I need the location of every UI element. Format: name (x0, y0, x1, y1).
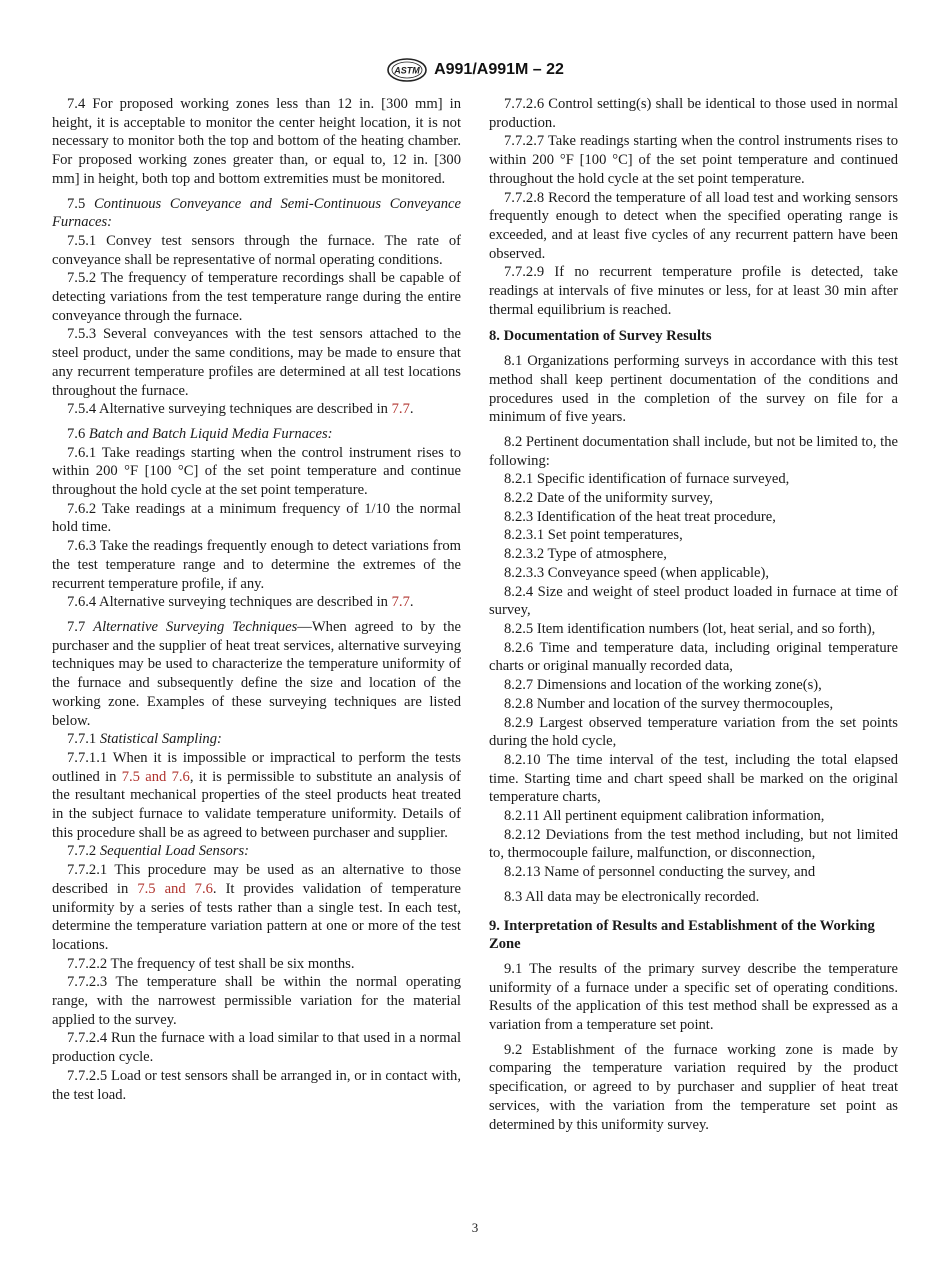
para-8-2-9: 8.2.9 Largest observed temperature variation from the set points during the hold cycle, (489, 714, 898, 750)
para-8-2-3-2: 8.2.3.2 Type of atmosphere, (504, 546, 667, 563)
left-column (52, 95, 461, 1104)
para-8-2-8: 8.2.8 Number and location of the survey thermocouples, (504, 695, 834, 712)
para-8-2-5: 8.2.5 Item identification numbers (lot, heat serial, and so forth), (504, 620, 876, 637)
para-7-6-2: 7.6.2 Take readings at a minimum frequency of 1/10 the normal hold time. (52, 500, 461, 536)
para-8-2-12: 8.2.12 Deviations from the test method including, but not limited to, thermocouple failure, malfunction, or disconnection, (489, 826, 898, 862)
svg-text:ASTM: ASTM (394, 65, 420, 76)
para-8-2-2: 8.2.2 Date of the uniformity survey, (504, 490, 713, 507)
para-8-2-6: 8.2.6 Time and temperature data, including original temperature charts or original manually recorded data, (489, 639, 898, 675)
para-7-5-4: 7.5.4 Alternative surveying techniques are described in 7.7. (67, 401, 414, 418)
para-7-7-2-5: 7.7.2.5 Load or test sensors shall be arranged in, or in contact with, the test load. (52, 1067, 461, 1103)
link-sections-7-5-7-6[interactable]: 7.5 and 7.6 (137, 880, 213, 897)
para-8-2-1: 8.2.1 Specific identification of furnace surveyed, (504, 471, 790, 488)
para-7-5-1: 7.5.1 Convey test sensors through the furnace. The rate of conveyance shall be representative of normal operating conditions. (52, 232, 461, 268)
para-7-4: 7.4 For proposed working zones less than 12 in. [300 mm] in height, it is acceptable to monitor the center height location, it is not necessary to monitor both the top and bottom of the heating chamber. For proposed working zones greater than, or equal to, 12 in. [300 mm] in height, both top and bottom extremities must be monitored. (52, 96, 461, 187)
para-9-1: 9.1 The results of the primary survey describe the temperature uniformity of a furnace under a specific set of operating conditions. Results of the application of this test method shall be expressed as a variation from a temperature set point. (489, 960, 898, 1034)
para-7-5-3: 7.5.3 Several conveyances with the test sensors attached to the steel product, under the same conditions, may be made to ensure that any recurrent temperature profiles are determined at all test locations throughout the furnace. (52, 326, 461, 399)
para-8-2-10: 8.2.10 The time interval of the test, including the total elapsed time. Starting time and chart speed shall be marked on the original temperature charts, (489, 751, 898, 806)
para-8-2-3: 8.2.3 Identification of the heat treat procedure, (504, 508, 776, 525)
para-7-7-1: 7.7.1 Statistical Sampling: (67, 731, 222, 748)
para-7-7-2: 7.7.2 Sequential Load Sensors: (67, 843, 250, 860)
link-sections-7-5-7-6[interactable]: 7.5 and 7.6 (121, 768, 190, 785)
para-7-7-2-6: 7.7.2.6 Control setting(s) shall be identical to those used in normal production. (489, 96, 898, 131)
right-column (489, 95, 898, 1134)
para-7-7-2-7: 7.7.2.7 Take readings starting when the control instruments rises to within 200 °F [100 °C] of the set point temperature and continued throughout the hold cycle at the set point temperature. (489, 133, 898, 187)
para-9-2: 9.2 Establishment of the furnace working zone is made by comparing the temperature variation required by the product specification, or agreed to by purchaser and supplier of heat treat services, with the variation from the temperature set point as determined by this uniformity survey. (489, 1041, 898, 1133)
para-7-5: 7.5 Continuous Conveyance and Semi-Continuous Conveyance Furnaces: (52, 195, 461, 231)
para-7-6-3: 7.6.3 Take the readings frequently enough to detect variations from the test temperature range and to determine the extremes of the recurrent temperature profile, if any. (52, 538, 461, 592)
para-8-2-13: 8.2.13 Name of personnel conducting the survey, and (504, 864, 816, 881)
para-8-3: 8.3 All data may be electronically recorded. (504, 888, 760, 905)
para-7-7-1-1: 7.7.1.1 When it is impossible or impractical to perform the tests outlined in 7.5 and 7.6, it is permissible to substitute an analysis of the resultant mechanical properties of the steel products heat treated in the subject furnace to validate temperature uniformity. Details of this procedure shall be as agreed to between purchaser and supplier. (52, 749, 461, 841)
link-section-7-7[interactable]: 7.7 (391, 594, 410, 611)
section-8-heading: 8. Documentation of Survey Results (489, 328, 712, 345)
para-7-7-2-3: 7.7.2.3 The temperature shall be within the normal operating range, with the narrowest permissible variation for the material applied to the survey. (52, 974, 461, 1028)
document-designation: A991/A991M – 22 (434, 61, 564, 78)
para-7-7-2-1: 7.7.2.1 This procedure may be used as an alternative to those described in 7.5 and 7.6. It provides validation of temperature uniformity by a series of tests rather than a single test. In each test, determine the temperature variation pattern at one or more of the test locations. (52, 862, 462, 953)
para-8-1: 8.1 Organizations performing surveys in accordance with this test method shall keep pertinent documentation of the conditions and procedures used in the completion of the survey on file for a minimum of five years. (489, 353, 898, 426)
page-header (0, 58, 950, 82)
para-7-7-2-8: 7.7.2.8 Record the temperature of all load test and working sensors frequently enough to detect when the specified operating range is exceeded, and at least five cycles of any recurrent pattern have been observed. (489, 189, 898, 262)
para-7-6-4: 7.6.4 Alternative surveying techniques are described in 7.7. (67, 594, 414, 611)
para-8-2: 8.2 Pertinent documentation shall include, but not be limited to, the following: (489, 433, 898, 469)
para-7-7: 7.7 Alternative Surveying Techniques—When agreed to by the purchaser and the supplier of heat treat services, alternative surveying techniques may be used to characterize the temperature uniformity of the furnace and subsequently define the size and location of the working zone. Examples of these surveying techniques are listed below. (52, 618, 461, 729)
page-number: 3 (471, 1220, 479, 1235)
para-8-2-7: 8.2.7 Dimensions and location of the working zone(s), (504, 677, 822, 694)
para-8-2-3-3: 8.2.3.3 Conveyance speed (when applicable), (504, 564, 770, 581)
section-9-heading: 9. Interpretation of Results and Establishment of the Working Zone (489, 917, 875, 953)
para-7-7-2-9: 7.7.2.9 If no recurrent temperature profile is detected, take readings at intervals of five minutes or less, for at least 30 min after thermal equilibrium is reached. (489, 264, 898, 318)
para-7-6: 7.6 Batch and Batch Liquid Media Furnaces: (67, 425, 333, 442)
para-8-2-11: 8.2.11 All pertinent equipment calibration information, (504, 808, 825, 825)
link-section-7-7[interactable]: 7.7 (391, 401, 410, 418)
para-7-7-2-2: 7.7.2.2 The frequency of test shall be six months. (67, 955, 355, 972)
para-7-5-2: 7.5.2 The frequency of temperature recordings shall be capable of detecting variations from the test temperature range during the entire conveyance through the furnace. (52, 270, 461, 324)
para-7-7-2-4: 7.7.2.4 Run the furnace with a load similar to that used in a normal production cycle. (52, 1030, 461, 1066)
para-8-2-3-1: 8.2.3.1 Set point temperatures, (504, 527, 683, 544)
astm-logo-icon (386, 58, 428, 82)
para-7-6-1: 7.6.1 Take readings starting when the control instrument rises to within 200 °F [100 °C] of the set point temperature and continue throughout the hold cycle at the set point temperature. (52, 444, 461, 499)
para-8-2-4: 8.2.4 Size and weight of steel product loaded in furnace at time of survey, (489, 583, 898, 619)
